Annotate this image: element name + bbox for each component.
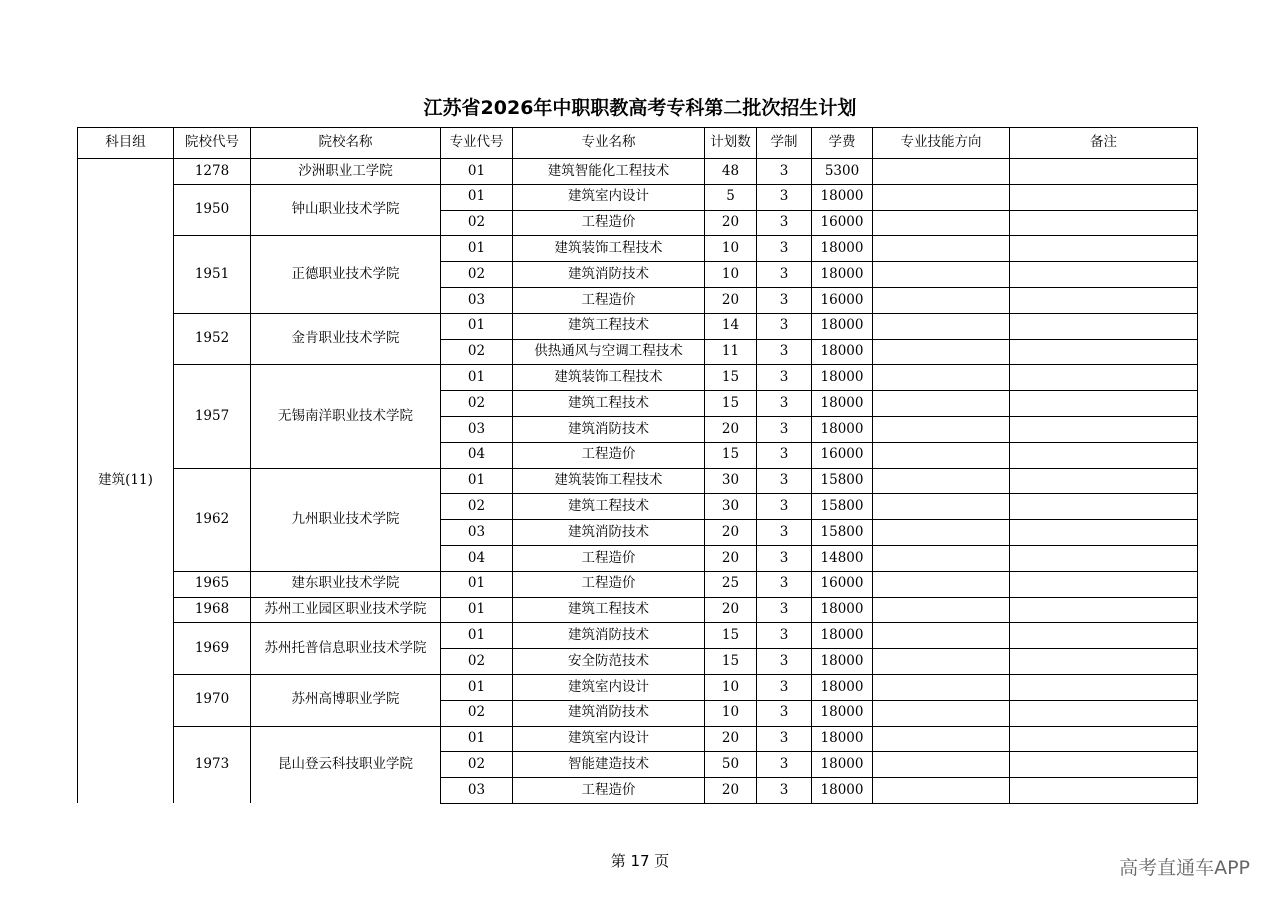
remarks-cell (1010, 262, 1198, 288)
school-name-cell: 钟山职业技术学院 (251, 184, 441, 236)
tuition-cell: 16000 (812, 210, 873, 236)
table-row (78, 365, 1198, 391)
duration-cell: 3 (757, 339, 812, 365)
remarks-cell (1010, 339, 1198, 365)
tuition-cell: 18000 (812, 416, 873, 442)
duration-cell: 3 (757, 649, 812, 675)
duration-cell: 3 (757, 778, 812, 804)
duration-cell: 3 (757, 545, 812, 571)
header-major-code: 专业代号 (441, 128, 513, 159)
duration-cell: 3 (757, 520, 812, 546)
major-name-cell: 智能建造技术 (513, 752, 705, 778)
tuition-cell: 18000 (812, 726, 873, 752)
tuition-cell: 16000 (812, 287, 873, 313)
tuition-cell: 16000 (812, 571, 873, 597)
major-name-cell: 建筑室内设计 (513, 726, 705, 752)
tuition-cell: 18000 (812, 339, 873, 365)
school-code-cell: 1969 (174, 623, 251, 675)
header-subject-group: 科目组 (78, 128, 174, 159)
plan-count-cell: 20 (705, 726, 757, 752)
header-plan-count: 计划数 (705, 128, 757, 159)
school-code-cell: 1962 (174, 468, 251, 571)
major-name-cell: 建筑工程技术 (513, 391, 705, 417)
school-name-cell: 沙洲职业工学院 (251, 159, 441, 185)
major-code-cell: 01 (441, 726, 513, 752)
school-name-cell: 苏州高博职业学院 (251, 674, 441, 726)
major-name-cell: 工程造价 (513, 442, 705, 468)
remarks-cell (1010, 287, 1198, 313)
duration-cell: 3 (757, 726, 812, 752)
table-row (78, 184, 1198, 210)
skill-direction-cell (873, 726, 1010, 752)
plan-count-cell: 15 (705, 391, 757, 417)
remarks-cell (1010, 674, 1198, 700)
plan-count-cell: 20 (705, 210, 757, 236)
remarks-cell (1010, 236, 1198, 262)
skill-direction-cell (873, 545, 1010, 571)
major-name-cell: 建筑消防技术 (513, 262, 705, 288)
school-name-cell: 苏州托普信息职业技术学院 (251, 623, 441, 675)
plan-count-cell: 15 (705, 365, 757, 391)
duration-cell: 3 (757, 468, 812, 494)
remarks-cell (1010, 700, 1198, 726)
tuition-cell: 18000 (812, 236, 873, 262)
school-code-cell: 1952 (174, 313, 251, 365)
major-code-cell: 01 (441, 597, 513, 623)
duration-cell: 3 (757, 287, 812, 313)
major-name-cell: 安全防范技术 (513, 649, 705, 675)
major-name-cell: 建筑消防技术 (513, 623, 705, 649)
duration-cell: 3 (757, 442, 812, 468)
major-code-cell: 01 (441, 159, 513, 185)
major-name-cell: 建筑工程技术 (513, 313, 705, 339)
header-duration: 学制 (757, 128, 812, 159)
table-row (78, 159, 1198, 185)
major-name-cell: 建筑消防技术 (513, 416, 705, 442)
plan-count-cell: 20 (705, 545, 757, 571)
major-code-cell: 02 (441, 391, 513, 417)
major-name-cell: 建筑装饰工程技术 (513, 468, 705, 494)
plan-count-cell: 25 (705, 571, 757, 597)
tuition-cell: 18000 (812, 649, 873, 675)
plan-count-cell: 15 (705, 623, 757, 649)
school-name-cell: 正德职业技术学院 (251, 236, 441, 313)
major-code-cell: 01 (441, 674, 513, 700)
remarks-cell (1010, 442, 1198, 468)
tuition-cell: 15800 (812, 494, 873, 520)
school-code-cell: 1950 (174, 184, 251, 236)
table-row (78, 313, 1198, 339)
plan-count-cell: 10 (705, 236, 757, 262)
plan-count-cell: 11 (705, 339, 757, 365)
skill-direction-cell (873, 287, 1010, 313)
duration-cell: 3 (757, 416, 812, 442)
skill-direction-cell (873, 520, 1010, 546)
remarks-cell (1010, 752, 1198, 778)
skill-direction-cell (873, 365, 1010, 391)
remarks-cell (1010, 468, 1198, 494)
major-code-cell: 02 (441, 210, 513, 236)
major-code-cell: 03 (441, 416, 513, 442)
duration-cell: 3 (757, 365, 812, 391)
skill-direction-cell (873, 494, 1010, 520)
plan-count-cell: 20 (705, 287, 757, 313)
table-row (78, 236, 1198, 262)
duration-cell: 3 (757, 571, 812, 597)
skill-direction-cell (873, 391, 1010, 417)
remarks-cell (1010, 623, 1198, 649)
major-name-cell: 建筑室内设计 (513, 674, 705, 700)
header-tuition: 学费 (812, 128, 873, 159)
school-code-cell: 1973 (174, 726, 251, 803)
major-code-cell: 01 (441, 468, 513, 494)
subject-group-cell: 建筑(11) (78, 159, 174, 804)
school-name-cell: 九州职业技术学院 (251, 468, 441, 571)
tuition-cell: 18000 (812, 597, 873, 623)
major-name-cell: 建筑工程技术 (513, 597, 705, 623)
skill-direction-cell (873, 313, 1010, 339)
skill-direction-cell (873, 442, 1010, 468)
duration-cell: 3 (757, 700, 812, 726)
enrollment-plan-table (77, 127, 1198, 804)
major-name-cell: 供热通风与空调工程技术 (513, 339, 705, 365)
tuition-cell: 18000 (812, 391, 873, 417)
remarks-cell (1010, 726, 1198, 752)
major-code-cell: 02 (441, 339, 513, 365)
header-skill-direction: 专业技能方向 (873, 128, 1010, 159)
remarks-cell (1010, 365, 1198, 391)
major-code-cell: 01 (441, 571, 513, 597)
tuition-cell: 18000 (812, 184, 873, 210)
major-code-cell: 01 (441, 623, 513, 649)
duration-cell: 3 (757, 184, 812, 210)
plan-count-cell: 5 (705, 184, 757, 210)
remarks-cell (1010, 649, 1198, 675)
duration-cell: 3 (757, 752, 812, 778)
duration-cell: 3 (757, 210, 812, 236)
school-code-cell: 1968 (174, 597, 251, 623)
major-name-cell: 建筑装饰工程技术 (513, 365, 705, 391)
major-name-cell: 工程造价 (513, 571, 705, 597)
table-row (78, 597, 1198, 623)
major-name-cell: 建筑工程技术 (513, 494, 705, 520)
duration-cell: 3 (757, 597, 812, 623)
duration-cell: 3 (757, 391, 812, 417)
plan-count-cell: 10 (705, 674, 757, 700)
school-name-cell: 无锡南洋职业技术学院 (251, 365, 441, 468)
plan-count-cell: 30 (705, 468, 757, 494)
school-name-cell: 昆山登云科技职业学院 (251, 726, 441, 803)
watermark: 高考直通车APP (1119, 857, 1250, 879)
header-school-name: 院校名称 (251, 128, 441, 159)
remarks-cell (1010, 545, 1198, 571)
major-name-cell: 工程造价 (513, 545, 705, 571)
school-code-cell: 1957 (174, 365, 251, 468)
plan-count-cell: 20 (705, 520, 757, 546)
plan-count-cell: 15 (705, 442, 757, 468)
table-row (78, 726, 1198, 752)
plan-count-cell: 10 (705, 700, 757, 726)
skill-direction-cell (873, 210, 1010, 236)
major-name-cell: 建筑室内设计 (513, 184, 705, 210)
skill-direction-cell (873, 571, 1010, 597)
school-code-cell: 1278 (174, 159, 251, 185)
major-code-cell: 02 (441, 752, 513, 778)
skill-direction-cell (873, 184, 1010, 210)
header-major-name: 专业名称 (513, 128, 705, 159)
tuition-cell: 18000 (812, 752, 873, 778)
skill-direction-cell (873, 339, 1010, 365)
major-code-cell: 02 (441, 700, 513, 726)
plan-count-cell: 30 (705, 494, 757, 520)
major-code-cell: 02 (441, 494, 513, 520)
major-name-cell: 工程造价 (513, 778, 705, 804)
tuition-cell: 15800 (812, 468, 873, 494)
skill-direction-cell (873, 778, 1010, 804)
tuition-cell: 16000 (812, 442, 873, 468)
skill-direction-cell (873, 262, 1010, 288)
plan-count-cell: 20 (705, 778, 757, 804)
major-name-cell: 建筑消防技术 (513, 520, 705, 546)
tuition-cell: 18000 (812, 365, 873, 391)
tuition-cell: 15800 (812, 520, 873, 546)
plan-count-cell: 20 (705, 597, 757, 623)
table-row (78, 623, 1198, 649)
major-code-cell: 03 (441, 520, 513, 546)
skill-direction-cell (873, 649, 1010, 675)
header-school-code: 院校代号 (174, 128, 251, 159)
header-remarks: 备注 (1010, 128, 1198, 159)
remarks-cell (1010, 597, 1198, 623)
duration-cell: 3 (757, 674, 812, 700)
duration-cell: 3 (757, 623, 812, 649)
school-name-cell: 苏州工业园区职业技术学院 (251, 597, 441, 623)
school-code-cell: 1970 (174, 674, 251, 726)
school-name-cell: 建东职业技术学院 (251, 571, 441, 597)
skill-direction-cell (873, 597, 1010, 623)
major-code-cell: 01 (441, 184, 513, 210)
table-row (78, 571, 1198, 597)
major-code-cell: 01 (441, 313, 513, 339)
plan-count-cell: 10 (705, 262, 757, 288)
major-code-cell: 01 (441, 365, 513, 391)
document-title: 江苏省2026年中职职教高考专科第二批次招生计划 (423, 97, 857, 119)
duration-cell: 3 (757, 494, 812, 520)
duration-cell: 3 (757, 236, 812, 262)
tuition-cell: 18000 (812, 778, 873, 804)
table-row (78, 674, 1198, 700)
major-name-cell: 建筑装饰工程技术 (513, 236, 705, 262)
plan-count-cell: 15 (705, 649, 757, 675)
remarks-cell (1010, 571, 1198, 597)
duration-cell: 3 (757, 262, 812, 288)
tuition-cell: 18000 (812, 262, 873, 288)
major-code-cell: 04 (441, 545, 513, 571)
page-number: 第 17 页 (610, 852, 670, 870)
remarks-cell (1010, 391, 1198, 417)
remarks-cell (1010, 494, 1198, 520)
remarks-cell (1010, 416, 1198, 442)
major-name-cell: 工程造价 (513, 287, 705, 313)
tuition-cell: 18000 (812, 313, 873, 339)
plan-count-cell: 20 (705, 416, 757, 442)
school-name-cell: 金肯职业技术学院 (251, 313, 441, 365)
tuition-cell: 18000 (812, 623, 873, 649)
skill-direction-cell (873, 700, 1010, 726)
table-body (78, 159, 1198, 804)
remarks-cell (1010, 184, 1198, 210)
school-code-cell: 1951 (174, 236, 251, 313)
major-name-cell: 建筑消防技术 (513, 700, 705, 726)
skill-direction-cell (873, 674, 1010, 700)
school-code-cell: 1965 (174, 571, 251, 597)
skill-direction-cell (873, 468, 1010, 494)
table-header-row (78, 128, 1198, 159)
major-code-cell: 02 (441, 262, 513, 288)
table-row (78, 468, 1198, 494)
skill-direction-cell (873, 752, 1010, 778)
skill-direction-cell (873, 159, 1010, 185)
remarks-cell (1010, 210, 1198, 236)
tuition-cell: 18000 (812, 674, 873, 700)
remarks-cell (1010, 313, 1198, 339)
duration-cell: 3 (757, 313, 812, 339)
skill-direction-cell (873, 416, 1010, 442)
skill-direction-cell (873, 236, 1010, 262)
major-code-cell: 02 (441, 649, 513, 675)
plan-count-cell: 50 (705, 752, 757, 778)
remarks-cell (1010, 520, 1198, 546)
major-name-cell: 建筑智能化工程技术 (513, 159, 705, 185)
tuition-cell: 5300 (812, 159, 873, 185)
remarks-cell (1010, 778, 1198, 804)
major-code-cell: 03 (441, 778, 513, 804)
duration-cell: 3 (757, 159, 812, 185)
tuition-cell: 18000 (812, 700, 873, 726)
remarks-cell (1010, 159, 1198, 185)
major-code-cell: 04 (441, 442, 513, 468)
skill-direction-cell (873, 623, 1010, 649)
major-name-cell: 工程造价 (513, 210, 705, 236)
tuition-cell: 14800 (812, 545, 873, 571)
major-code-cell: 03 (441, 287, 513, 313)
plan-count-cell: 14 (705, 313, 757, 339)
plan-count-cell: 48 (705, 159, 757, 185)
major-code-cell: 01 (441, 236, 513, 262)
